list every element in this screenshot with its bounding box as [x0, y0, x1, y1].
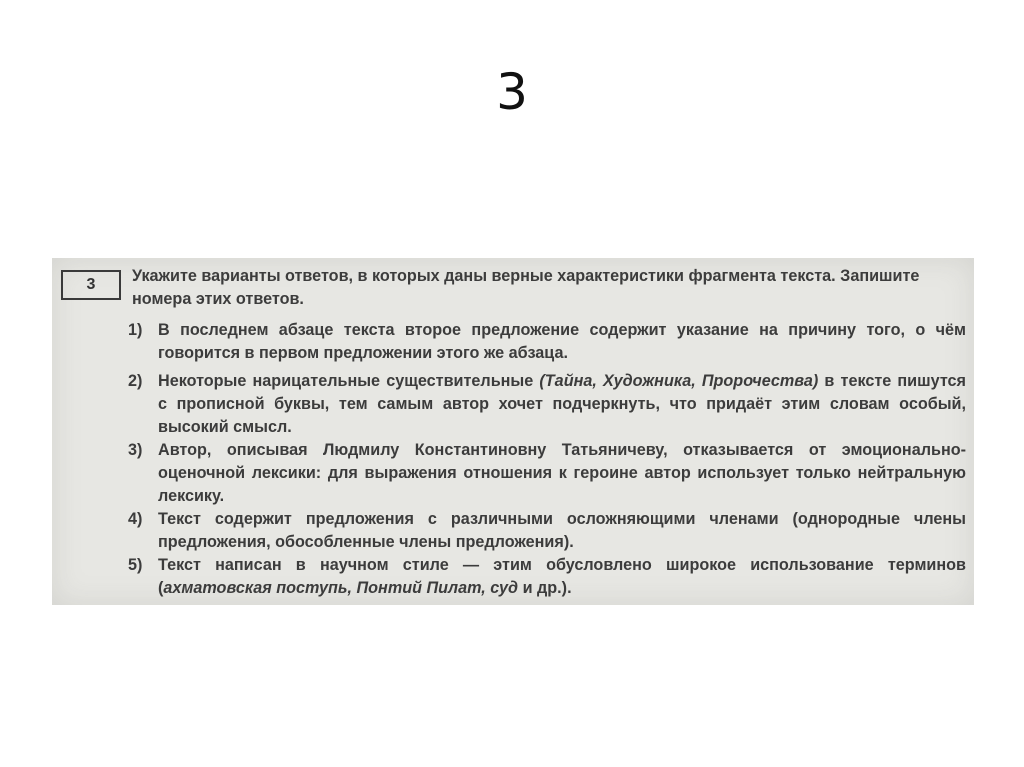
- option-text: Некоторые нарицательные существительные (Тайна, Художника, Пророчества) в тексте пишутся с прописной буквы, тем самым автор хочет подчеркнуть, что придаёт этим словам особый, высокий смысл.: [158, 372, 966, 436]
- answer-option-2: [128, 370, 966, 439]
- option-text: Текст написан в научном стиле — этим обусловлено широкое использование терминов (ахматовская поступь, Понтий Пилат, суд и др.).: [158, 556, 966, 597]
- scanned-task-image: [52, 258, 974, 605]
- slide-title: 3: [496, 63, 528, 121]
- option-number: 1): [128, 321, 143, 339]
- answer-option-3: [128, 439, 966, 508]
- option-number: 4): [128, 510, 143, 528]
- option-text: Текст содержит предложения с различными осложняющими членами (однородные члены предложения, обособленные члены предложения).: [158, 510, 966, 551]
- option-text: Автор, описывая Людмилу Константиновну Татьяничеву, отказывается от эмоционально-оценочной лексики: для выражения отношения к героине автор использует только нейтральную лексику.: [158, 441, 966, 505]
- italic-examples: ахматовская поступь, Понтий Пилат, суд: [163, 579, 519, 597]
- answer-option-5: [128, 554, 966, 600]
- task-prompt: Укажите варианты ответов, в которых даны верные характеристики фрагмента текста. Запишите номера этих ответов.: [132, 267, 920, 308]
- option-text: В последнем абзаце текста второе предложение содержит указание на причину того, о чём говорится в первом предложении этого же абзаца.: [158, 321, 966, 362]
- answer-option-4: [128, 508, 966, 554]
- answer-option-1: [128, 319, 966, 365]
- option-number: 2): [128, 372, 143, 390]
- task-number-box: 3: [61, 270, 121, 300]
- option-number: 3): [128, 441, 143, 459]
- italic-examples: (Тайна, Художника, Пророчества): [539, 372, 819, 390]
- option-number: 5): [128, 556, 143, 574]
